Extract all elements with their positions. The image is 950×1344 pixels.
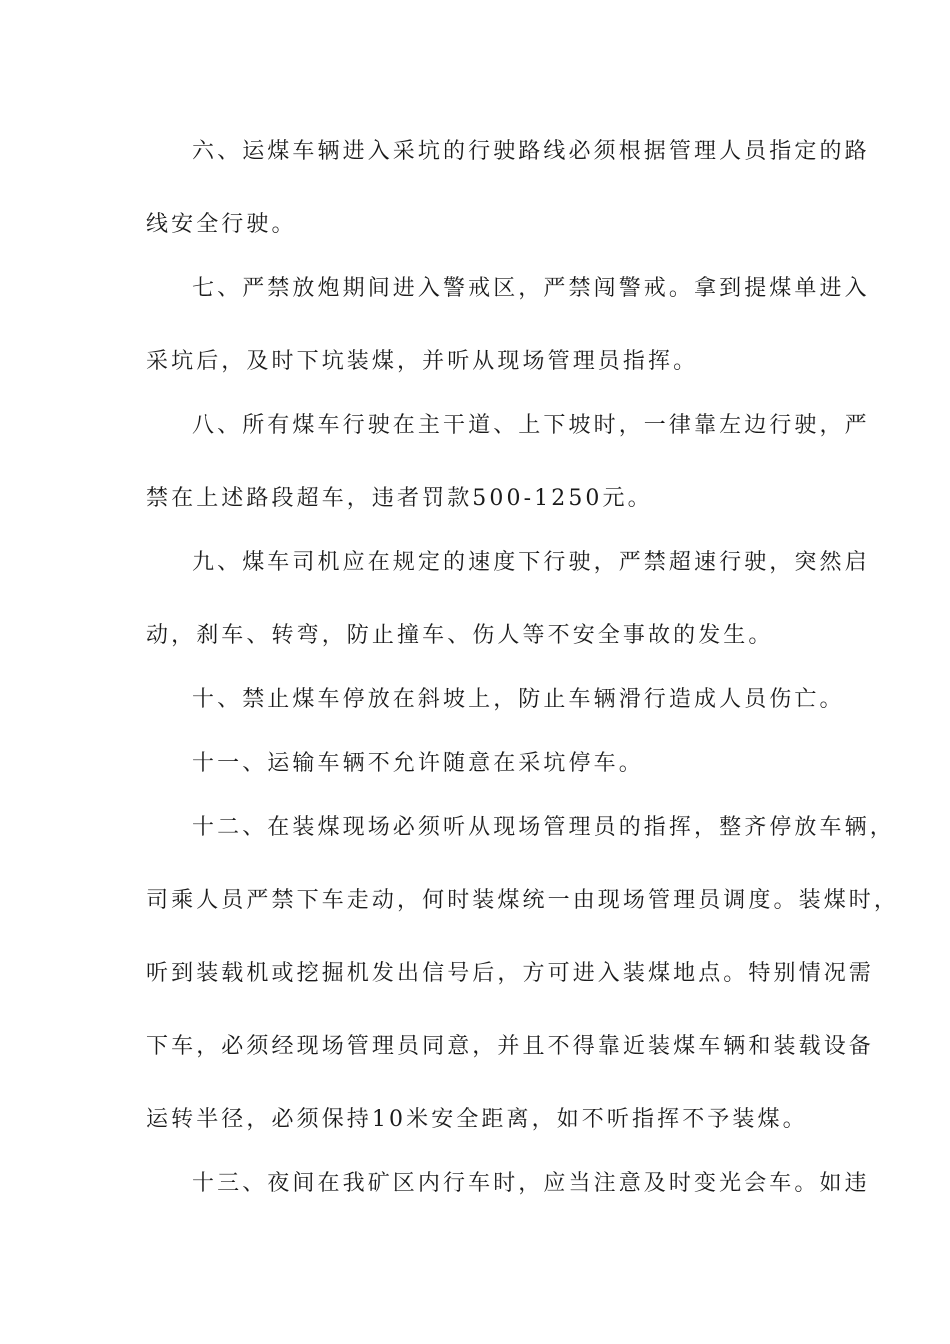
paragraph-11-line-1: 十一、运输车辆不允许随意在采坑停车。: [192, 751, 644, 776]
paragraph-9-line-2: 动，刹车、转弯，防止撞车、伤人等不安全事故的发生。: [146, 623, 774, 648]
paragraph-12-line-5: 运转半径，必须保持10米安全距离，如不听指挥不予装煤。: [146, 1107, 808, 1132]
paragraph-8-line-2: 禁在上述路段超车，违者罚款500-1250元。: [146, 486, 653, 511]
paragraph-10-line-1: 十、禁止煤车停放在斜坡上，防止车辆滑行造成人员伤亡。: [192, 687, 845, 712]
paragraph-7-line-1: 七、严禁放炮期间进入警戒区，严禁闯警戒。拿到提煤单进入: [192, 276, 870, 301]
paragraph-13-line-1: 十三、夜间在我矿区内行车时，应当注意及时变光会车。如违: [192, 1171, 870, 1196]
paragraph-12-line-3: 听到装载机或挖掘机发出信号后，方可进入装煤地点。特别情况需: [146, 961, 874, 986]
paragraph-8-line-1: 八、所有煤车行驶在主干道、上下坡时，一律靠左边行驶，严: [192, 413, 870, 438]
paragraph-7-line-2: 采坑后，及时下坑装煤，并听从现场管理员指挥。: [146, 349, 699, 374]
paragraph-9-line-1: 九、煤车司机应在规定的速度下行驶，严禁超速行驶，突然启: [192, 550, 870, 575]
paragraph-12-line-2: 司乘人员严禁下车走动，何时装煤统一由现场管理员调度。装煤时，: [146, 888, 900, 913]
paragraph-6-line-2: 线安全行驶。: [146, 212, 297, 237]
paragraph-12-line-4: 下车，必须经现场管理员同意，并且不得靠近装煤车辆和装载设备: [146, 1034, 874, 1059]
paragraph-12-line-1: 十二、在装煤现场必须听从现场管理员的指挥，整齐停放车辆，: [192, 815, 895, 840]
paragraph-6-line-1: 六、运煤车辆进入采坑的行驶路线必须根据管理人员指定的路: [192, 139, 870, 164]
